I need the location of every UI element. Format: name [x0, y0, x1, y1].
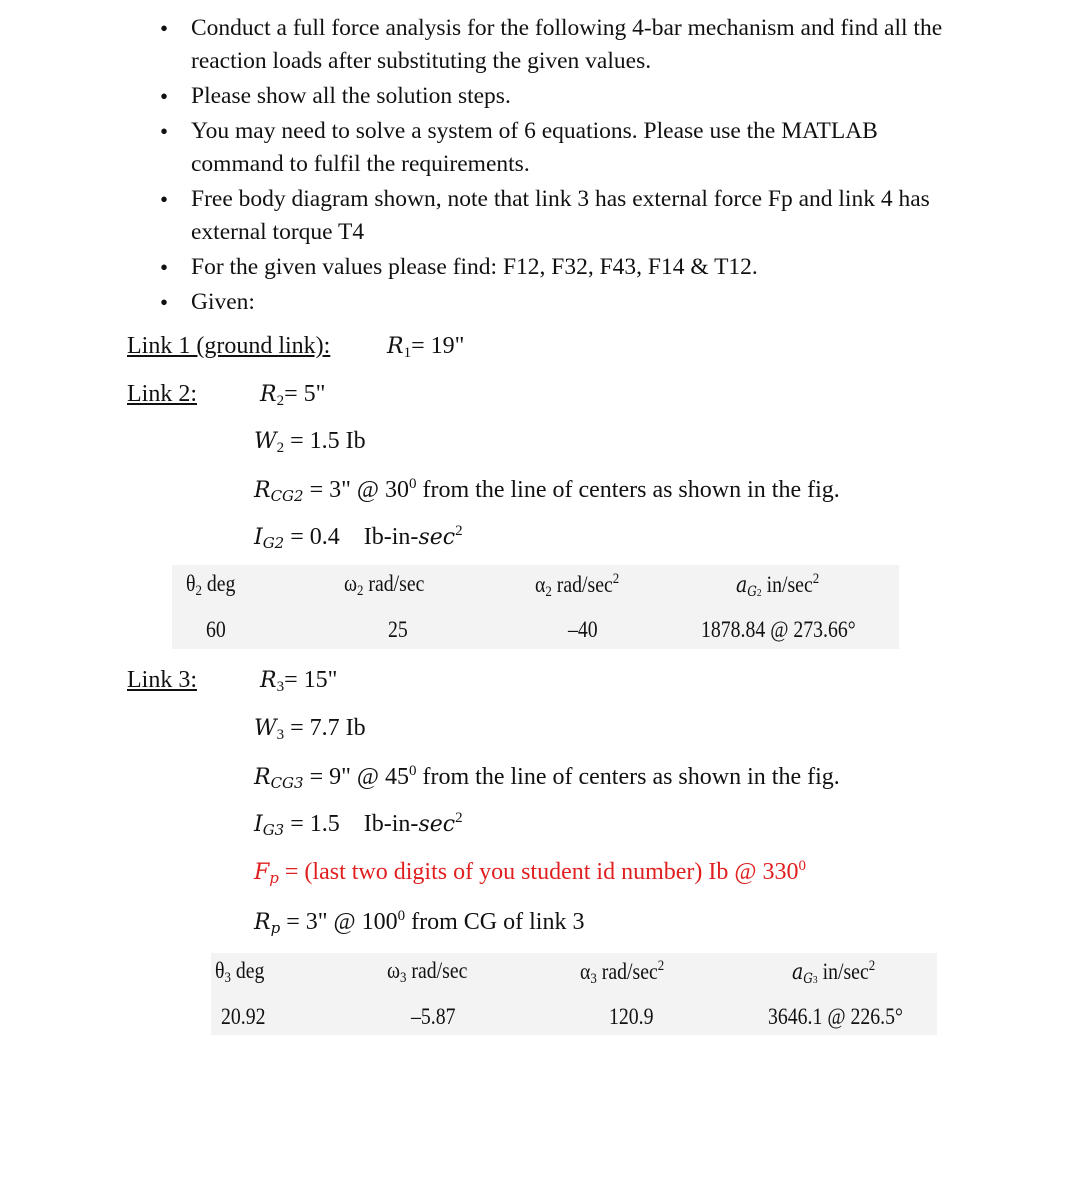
link3-fp: $F_p$ = (last two digits of you student id number) Ib @ $330^0$ — [254, 858, 806, 887]
link2-label: Link 2: — [127, 381, 197, 407]
bullet-icon: • — [160, 84, 169, 109]
bullet-icon: • — [160, 290, 169, 315]
table-cell: 25 — [388, 617, 408, 642]
bullet-icon: • — [160, 255, 169, 280]
link3-kinematics-table — [211, 953, 937, 1035]
link2-rcg: $R_{CG2} = 3$" @ $30^0$ from the line of centers as shown in the fig. — [254, 476, 840, 505]
table-header: $\omega_2$ rad/sec — [344, 571, 425, 599]
list-item: • For the given values please find: F12, F32, F43, F14 & T12. — [160, 251, 960, 284]
table-header: $\alpha_2$ rad/$\sec^2$ — [535, 571, 620, 600]
link2-r: $R_2= 5$" — [260, 381, 326, 409]
list-item: • You may need to solve a system of 6 equations. Please use the MATLAB command to fulfil the requirements. — [160, 115, 960, 181]
table-header: $\theta_2$ deg — [186, 571, 236, 599]
list-item: • Given: — [160, 286, 960, 319]
link3-label: Link 3: — [127, 667, 197, 693]
list-item: • Conduct a full force analysis for the following 4-bar mechanism and find all the reaction loads after substituting the given values. — [160, 12, 960, 78]
table-cell: 20.92 — [221, 1004, 266, 1029]
table-cell: 1878.84 @ 273.66° — [701, 617, 856, 642]
link3-rcg: $R_{CG3} = 9$" @ $45^0$ from the line of centers as shown in the fig. — [254, 763, 840, 792]
link3-rp: $R_p = 3$" @ $100^0$ from CG of link 3 — [254, 908, 585, 937]
table-cell: –40 — [568, 617, 598, 642]
table-cell: 60 — [206, 617, 226, 642]
link2-ig: $I_{G2} = 0.4$ $Ib-in-\sec^2$ — [254, 523, 463, 552]
list-item: • Please show all the solution steps. — [160, 80, 960, 113]
link2-w: $W_2 = 1.5$ Ib — [254, 428, 366, 456]
link1-label: Link 1 (ground link): — [127, 333, 331, 359]
table-cell: 120.9 — [609, 1004, 654, 1029]
link3-ig: $I_{G3} = 1.5$ $Ib-in-\sec^2$ — [254, 810, 463, 839]
bullet-icon: • — [160, 119, 169, 144]
table-header: $a_{G2}$ $in/\sec^2$ — [736, 571, 820, 600]
table-header: $\omega_3$ rad/sec — [387, 958, 468, 986]
link3-r: $R_3= 15$" — [260, 667, 338, 695]
list-item: • Free body diagram shown, note that link 3 has external force Fp and link 4 has external torque T4 — [160, 183, 960, 249]
bullet-icon: • — [160, 16, 169, 41]
table-cell: –5.87 — [411, 1004, 456, 1029]
bullet-icon: • — [160, 187, 169, 212]
link3-w: $W_3 = 7.7$ Ib — [254, 715, 366, 743]
table-header: $a_{G3}$ $in/\sec^2$ — [792, 958, 876, 987]
link2-kinematics-table — [172, 565, 899, 649]
link1-r: $R_1= 19$" — [387, 333, 465, 361]
instruction-list — [160, 12, 960, 321]
table-cell: 3646.1 @ 226.5° — [768, 1004, 903, 1029]
table-header: $\theta_3$ deg — [215, 958, 265, 986]
table-header: $\alpha_3$ rad/$\sec^2$ — [580, 958, 665, 987]
